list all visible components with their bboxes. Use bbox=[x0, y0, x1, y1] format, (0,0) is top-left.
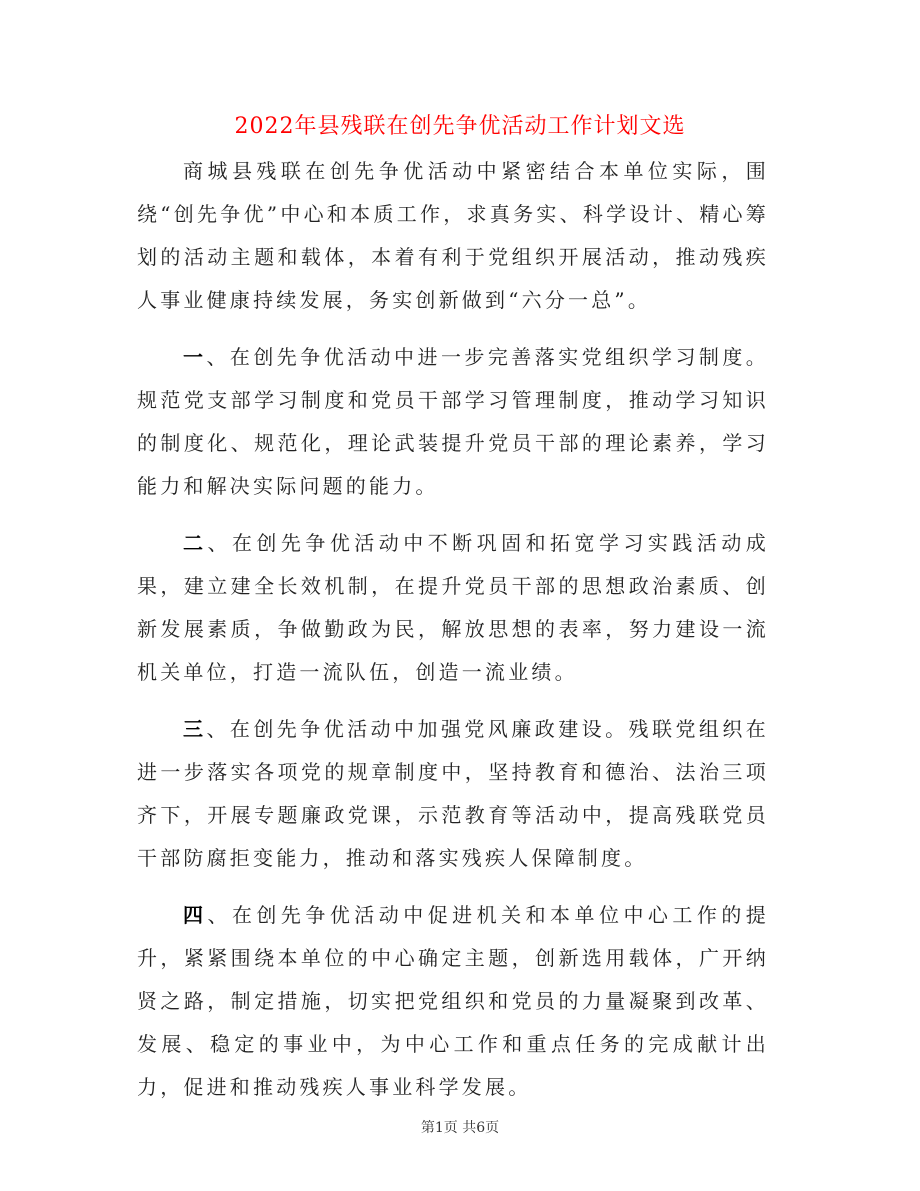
paragraph-lead: 二 bbox=[183, 531, 208, 555]
paragraph-text: 商城县残联在创先争优活动中紧密结合本单位实际，围绕“创先争优”中心和本质工作，求真务实、科学设计、精心筹划的活动主题和载体，本着有利于党组织开展活动，推动残疾人事业健康持续发展，务实创新做到“六分一总”。 bbox=[137, 159, 769, 312]
paragraph-item-2 bbox=[137, 522, 769, 694]
paragraph-item-3 bbox=[137, 708, 769, 880]
paragraph-item-1 bbox=[137, 336, 769, 508]
paragraph-item-4 bbox=[137, 894, 769, 1109]
paragraph-lead: 一 bbox=[183, 345, 207, 369]
paragraph-lead: 四 bbox=[183, 903, 208, 927]
paragraph-intro bbox=[137, 150, 769, 322]
paragraph-text: 、在创先争优活动中促进机关和本单位中心工作的提升，紧紧围绕本单位的中心确定主题，创新选用载体，广开纳贤之路，制定措施，切实把党组织和党员的力量凝聚到改革、发展、稳定的事业中，为中心工作和重点任务的完成献计出力，促进和推动残疾人事业科学发展。 bbox=[137, 903, 770, 1099]
paragraph-text: 、在创先争优活动中进一步完善落实党组织学习制度。规范党支部学习制度和党员干部学习管理制度，推动学习知识的制度化、规范化，理论武装提升党员干部的理论素养，学习能力和解决实际问题的能力。 bbox=[137, 345, 769, 498]
document-body bbox=[137, 150, 769, 1123]
document-title: 2022年县残联在创先争优活动工作计划文选 bbox=[234, 114, 686, 139]
page-indicator: 第1页 共6页 bbox=[420, 1120, 500, 1136]
paragraph-lead: 三 bbox=[183, 717, 207, 741]
paragraph-text: 、在创先争优活动中加强党风廉政建设。残联党组织在进一步落实各项党的规章制度中，坚持教育和德治、法治三项齐下，开展专题廉政党课，示范教育等活动中，提高残联党员干部防腐拒变能力，推动和落实残疾人保障制度。 bbox=[137, 717, 769, 870]
paragraph-text: 、在创先争优活动中不断巩固和拓宽学习实践活动成果，建立建全长效机制，在提升党员干部的思想政治素质、创新发展素质，争做勤政为民，解放思想的表率，努力建设一流机关单位，打造一流队伍，创造一流业绩。 bbox=[137, 531, 770, 684]
